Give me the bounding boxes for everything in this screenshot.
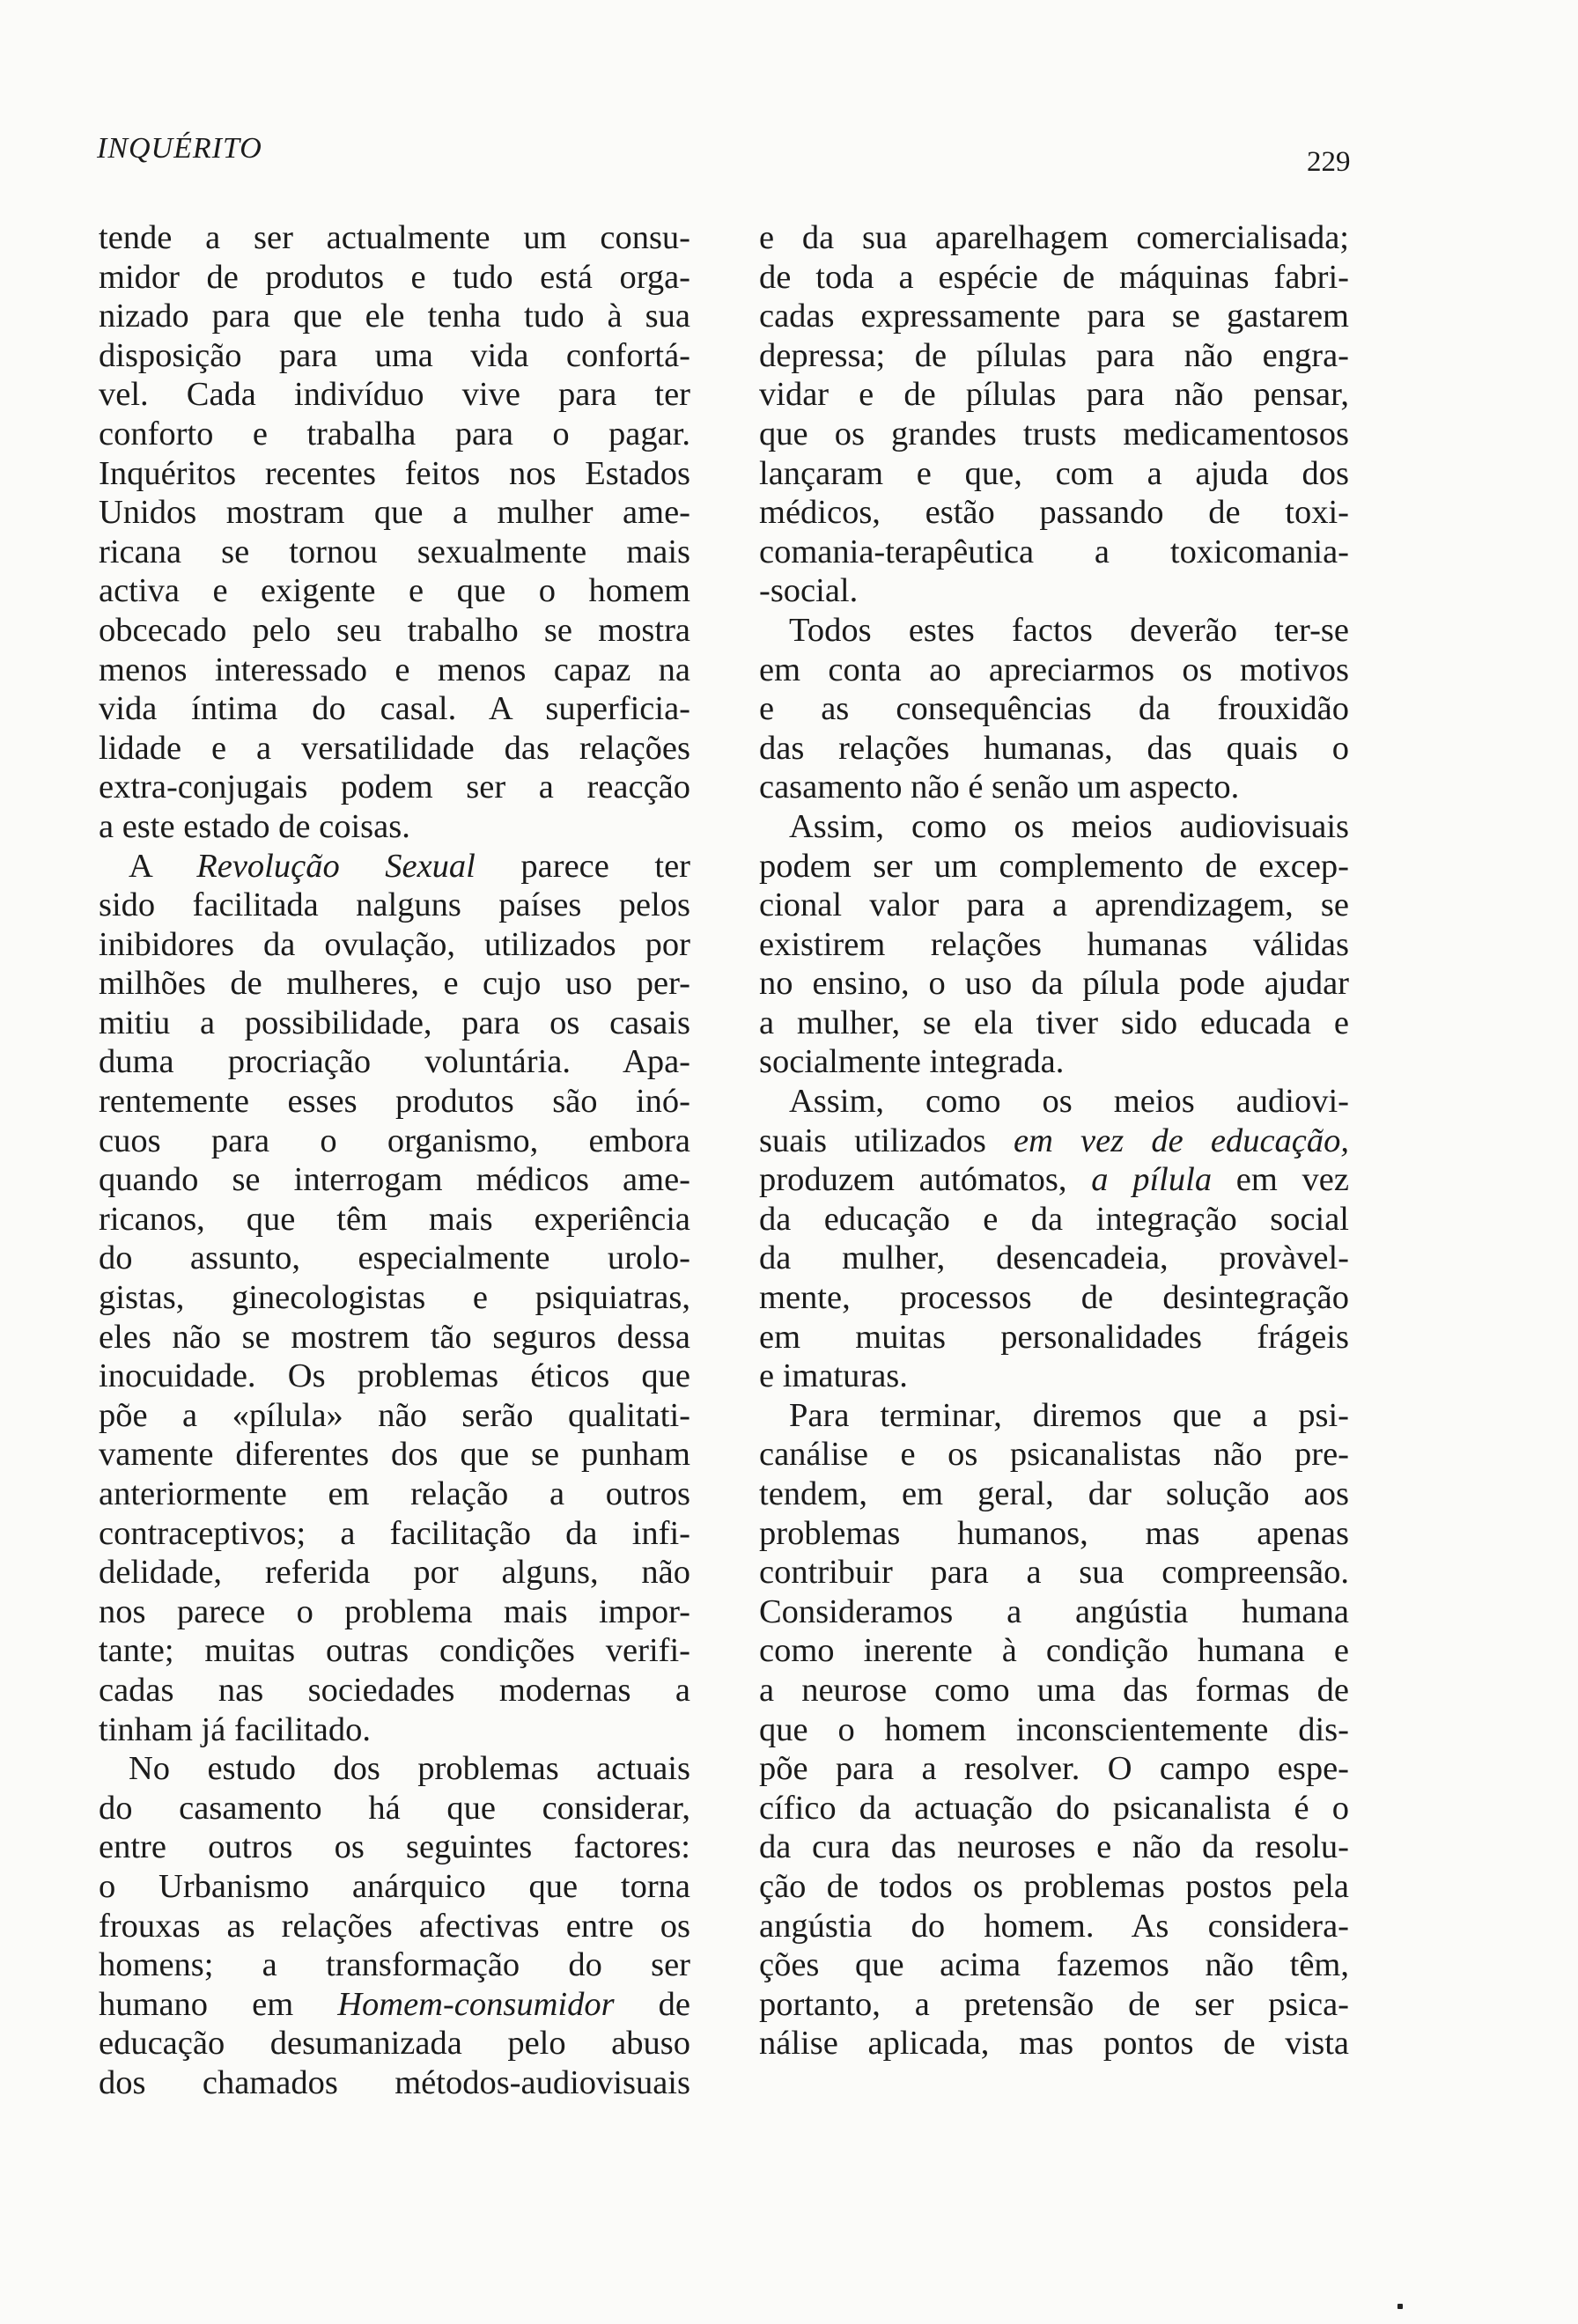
text-line: Consideramos a angústia humana bbox=[759, 1592, 1349, 1630]
text-line: frouxas as relações afectivas entre os bbox=[99, 1907, 690, 1945]
text-line: Unidos mostram que a mulher ame- bbox=[99, 494, 690, 532]
text-line: duma procriação voluntária. Apa- bbox=[99, 1043, 690, 1081]
text-line: milhões de mulheres, e cujo uso per- bbox=[99, 965, 690, 1003]
text-line: tende a ser actualmente um consu- bbox=[99, 219, 690, 256]
text-line: tante; muitas outras condições verifi- bbox=[99, 1632, 690, 1670]
text-line: Assim, como os meios audiovi- bbox=[789, 1083, 1349, 1121]
text-line: homens; a transformação do ser bbox=[99, 1946, 690, 1984]
text-line: a neurose como uma das formas de bbox=[759, 1671, 1349, 1709]
text-line: extra-conjugais podem ser a reacção bbox=[99, 769, 690, 806]
text-line: contraceptivos; a facilitação da infi- bbox=[99, 1514, 690, 1552]
text-line: menos interessado e menos capaz na bbox=[99, 651, 690, 688]
text-line: que o homem inconscientemente dis- bbox=[759, 1710, 1349, 1748]
text-line: da mulher, desencadeia, provàvel- bbox=[759, 1239, 1349, 1277]
text-line: vamente diferentes dos que se punham bbox=[99, 1436, 690, 1474]
page-number: 229 bbox=[1307, 146, 1351, 178]
text-line: rentemente esses produtos são inó- bbox=[99, 1083, 690, 1121]
text-line: da educação e da integração social bbox=[759, 1200, 1349, 1238]
text-line: em conta ao apreciarmos os motivos bbox=[759, 651, 1349, 688]
text-line: sido facilitada nalguns países pelos bbox=[99, 886, 690, 924]
text-line: nos parece o problema mais impor- bbox=[99, 1592, 690, 1630]
text-line: lidade e a versatilidade das relações bbox=[99, 729, 690, 767]
text-line: delidade, referida por alguns, não bbox=[99, 1554, 690, 1592]
text-line: entre outros os seguintes factores: bbox=[99, 1828, 690, 1866]
text-line: da cura das neuroses e não da resolu- bbox=[759, 1828, 1349, 1866]
text-line: cífico da actuação do psicanalista é o bbox=[759, 1789, 1349, 1827]
text-line: A Revolução Sexual parece ter bbox=[129, 847, 690, 885]
text-line: como inerente à condição humana e bbox=[759, 1632, 1349, 1670]
text-line: do assunto, especialmente urolo- bbox=[99, 1239, 690, 1277]
text-line: cuos para o organismo, embora bbox=[99, 1122, 690, 1159]
text-line: Para terminar, diremos que a psi- bbox=[789, 1396, 1349, 1434]
text-line: eles não se mostrem tão seguros dessa bbox=[99, 1318, 690, 1356]
text-line: gistas, ginecologistas e psiquiatras, bbox=[99, 1279, 690, 1317]
text-line: Inquéritos recentes feitos nos Estados bbox=[99, 454, 690, 492]
text-line: ção de todos os problemas postos pela bbox=[759, 1867, 1349, 1905]
text-line: que os grandes trusts medicamentosos bbox=[759, 415, 1349, 452]
text-line: tendem, em geral, dar solução aos bbox=[759, 1475, 1349, 1512]
text-column-left bbox=[99, 218, 690, 2103]
text-line: e as consequências da frouxidão bbox=[759, 690, 1349, 728]
text-line: portanto, a pretensão de ser psica- bbox=[759, 1985, 1349, 2023]
text-line: angústia do homem. As considera- bbox=[759, 1907, 1349, 1945]
text-line: vida íntima do casal. A superficia- bbox=[99, 690, 690, 728]
text-line: anteriormente em relação a outros bbox=[99, 1475, 690, 1512]
running-head: INQUÉRITO bbox=[97, 132, 262, 165]
text-line: cional valor para a aprendizagem, se bbox=[759, 886, 1349, 924]
text-line: inocuidade. Os problemas éticos que bbox=[99, 1357, 690, 1395]
text-line: mente, processos de desintegração bbox=[759, 1279, 1349, 1317]
text-line: e da sua aparelhagem comercialisada; bbox=[759, 219, 1349, 256]
text-line: obcecado pelo seu trabalho se mostra bbox=[99, 611, 690, 649]
text-line: o Urbanismo anárquico que torna bbox=[99, 1867, 690, 1905]
text-line: inibidores da ovulação, utilizados por bbox=[99, 925, 690, 963]
text-line: a este estado de coisas. bbox=[99, 807, 410, 845]
text-line: em muitas personalidades frágeis bbox=[759, 1318, 1349, 1356]
text-line: vidar e de pílulas para não pensar, bbox=[759, 376, 1349, 414]
text-line: a mulher, se ela tiver sido educada e bbox=[759, 1004, 1349, 1041]
text-line: do casamento há que considerar, bbox=[99, 1789, 690, 1827]
text-line: No estudo dos problemas actuais bbox=[129, 1750, 690, 1788]
text-line: tinham já facilitado. bbox=[99, 1710, 371, 1748]
text-line: canálise e os psicanalistas não pre- bbox=[759, 1436, 1349, 1474]
text-line: produzem autómatos, a pílula em vez bbox=[759, 1161, 1349, 1199]
text-line: cadas expressamente para se gastarem bbox=[759, 298, 1349, 335]
text-line: depressa; de pílulas para não engra- bbox=[759, 336, 1349, 374]
text-line: Assim, como os meios audiovisuais bbox=[789, 807, 1349, 845]
text-line: comania-terapêutica a toxicomania- bbox=[759, 533, 1349, 570]
text-line: põe para a resolver. O campo espe- bbox=[759, 1750, 1349, 1788]
text-line: conforto e trabalha para o pagar. bbox=[99, 415, 690, 452]
text-line: humano em Homem-consumidor de bbox=[99, 1985, 690, 2023]
text-line: ricanos, que têm mais experiência bbox=[99, 1200, 690, 1238]
text-line: de toda a espécie de máquinas fabri- bbox=[759, 258, 1349, 296]
text-line: activa e exigente e que o homem bbox=[99, 572, 690, 610]
text-line: midor de produtos e tudo está orga- bbox=[99, 258, 690, 296]
text-line: nálise aplicada, mas pontos de vista bbox=[759, 2025, 1349, 2063]
text-line: contribuir para a sua compreensão. bbox=[759, 1554, 1349, 1592]
text-line: problemas humanos, mas apenas bbox=[759, 1514, 1349, 1552]
text-line: quando se interrogam médicos ame- bbox=[99, 1161, 690, 1199]
text-line: educação desumanizada pelo abuso bbox=[99, 2025, 690, 2063]
text-line: disposição para uma vida confortá- bbox=[99, 336, 690, 374]
text-line: põe a «pílula» não serão qualitati- bbox=[99, 1396, 690, 1434]
text-line: vel. Cada indivíduo vive para ter bbox=[99, 376, 690, 414]
text-line: das relações humanas, das quais o bbox=[759, 729, 1349, 767]
text-line: cadas nas sociedades modernas a bbox=[99, 1671, 690, 1709]
text-line: -social. bbox=[759, 572, 859, 610]
text-column-right bbox=[759, 218, 1349, 2063]
text-line: podem ser um complemento de excep- bbox=[759, 847, 1349, 885]
text-line: Todos estes factos deverão ter-se bbox=[789, 611, 1349, 649]
text-line: no ensino, o uso da pílula pode ajudar bbox=[759, 965, 1349, 1003]
scan-speck bbox=[1397, 2304, 1403, 2309]
text-line: e imaturas. bbox=[759, 1357, 908, 1395]
text-line: ções que acima fazemos não têm, bbox=[759, 1946, 1349, 1984]
text-line: mitiu a possibilidade, para os casais bbox=[99, 1004, 690, 1041]
text-line: suais utilizados em vez de educação, bbox=[759, 1122, 1349, 1159]
text-line: lançaram e que, com a ajuda dos bbox=[759, 454, 1349, 492]
text-line: médicos, estão passando de toxi- bbox=[759, 494, 1349, 532]
text-line: socialmente integrada. bbox=[759, 1043, 1065, 1081]
text-line: ricana se tornou sexualmente mais bbox=[99, 533, 690, 570]
text-line: nizado para que ele tenha tudo à sua bbox=[99, 298, 690, 335]
text-line: casamento não é senão um aspecto. bbox=[759, 769, 1240, 806]
text-line: dos chamados métodos-audiovisuais bbox=[99, 2063, 690, 2101]
text-line: existirem relações humanas válidas bbox=[759, 925, 1349, 963]
